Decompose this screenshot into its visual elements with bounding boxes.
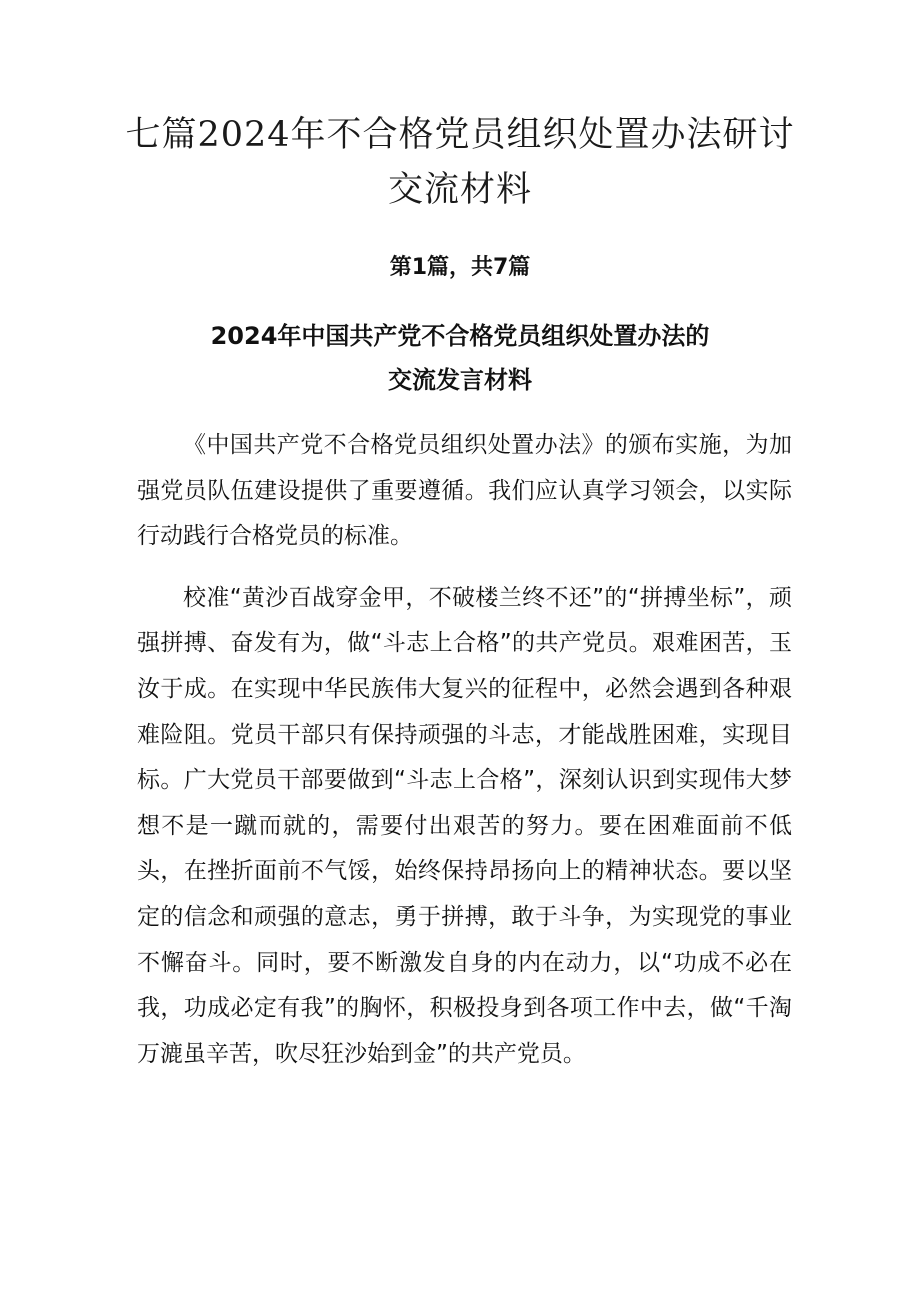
body-paragraph-1: 《中国共产党不合格党员组织处置办法》的颁布实施，为加强党员队伍建设提供了重要遵循。我们应认真学习领会，以实际行动践行合格党员的标准。 (137, 432, 792, 550)
document-title (120, 108, 800, 218)
part-label: 第1篇，共7篇 (389, 255, 531, 280)
document-title-line-2: 交流材料 (387, 170, 532, 210)
body-paragraph-2: 校准“黄沙百战穿金甲，不破楼兰终不还”的“拼搏坐标”，顽强拼搏、奋发有为，做“斗志上合格”的共产党员。艰难困苦，玉汝于成。在实现中华民族伟大复兴的征程中，必然会遇到各种艰难险阻。党员干部只有保持顽强的斗志，才能战胜困难，实现目标。广大党员干部要做到“斗志上合格”，深刻认识到实现伟大梦想不是一蹴而就的，需要付出艰苦的努力。要在困难面前不低头，在挫折面前不气馁，始终保持昂扬向上的精神状态。要以坚定的信念和顽强的意志，勇于拼搏，敢于斗争，为实现党的事业不懈奋斗。同时，要不断激发自身的内在动力，以“功成不必在我，功成必定有我”的胸怀，积极投身到各项工作中去，做“千淘万漉虽辛苦，吹尽狂沙始到金”的共产党员。 (137, 584, 792, 1067)
section-title-line-1: 2024年中国共产党不合格党员组织处置办法的 (210, 322, 710, 350)
section-title (120, 314, 800, 402)
document-body (137, 423, 792, 1093)
document-title-line-1: 七篇2024年不合格党员组织处置办法研讨 (125, 115, 795, 155)
section-title-line-2: 交流发言材料 (388, 366, 532, 394)
